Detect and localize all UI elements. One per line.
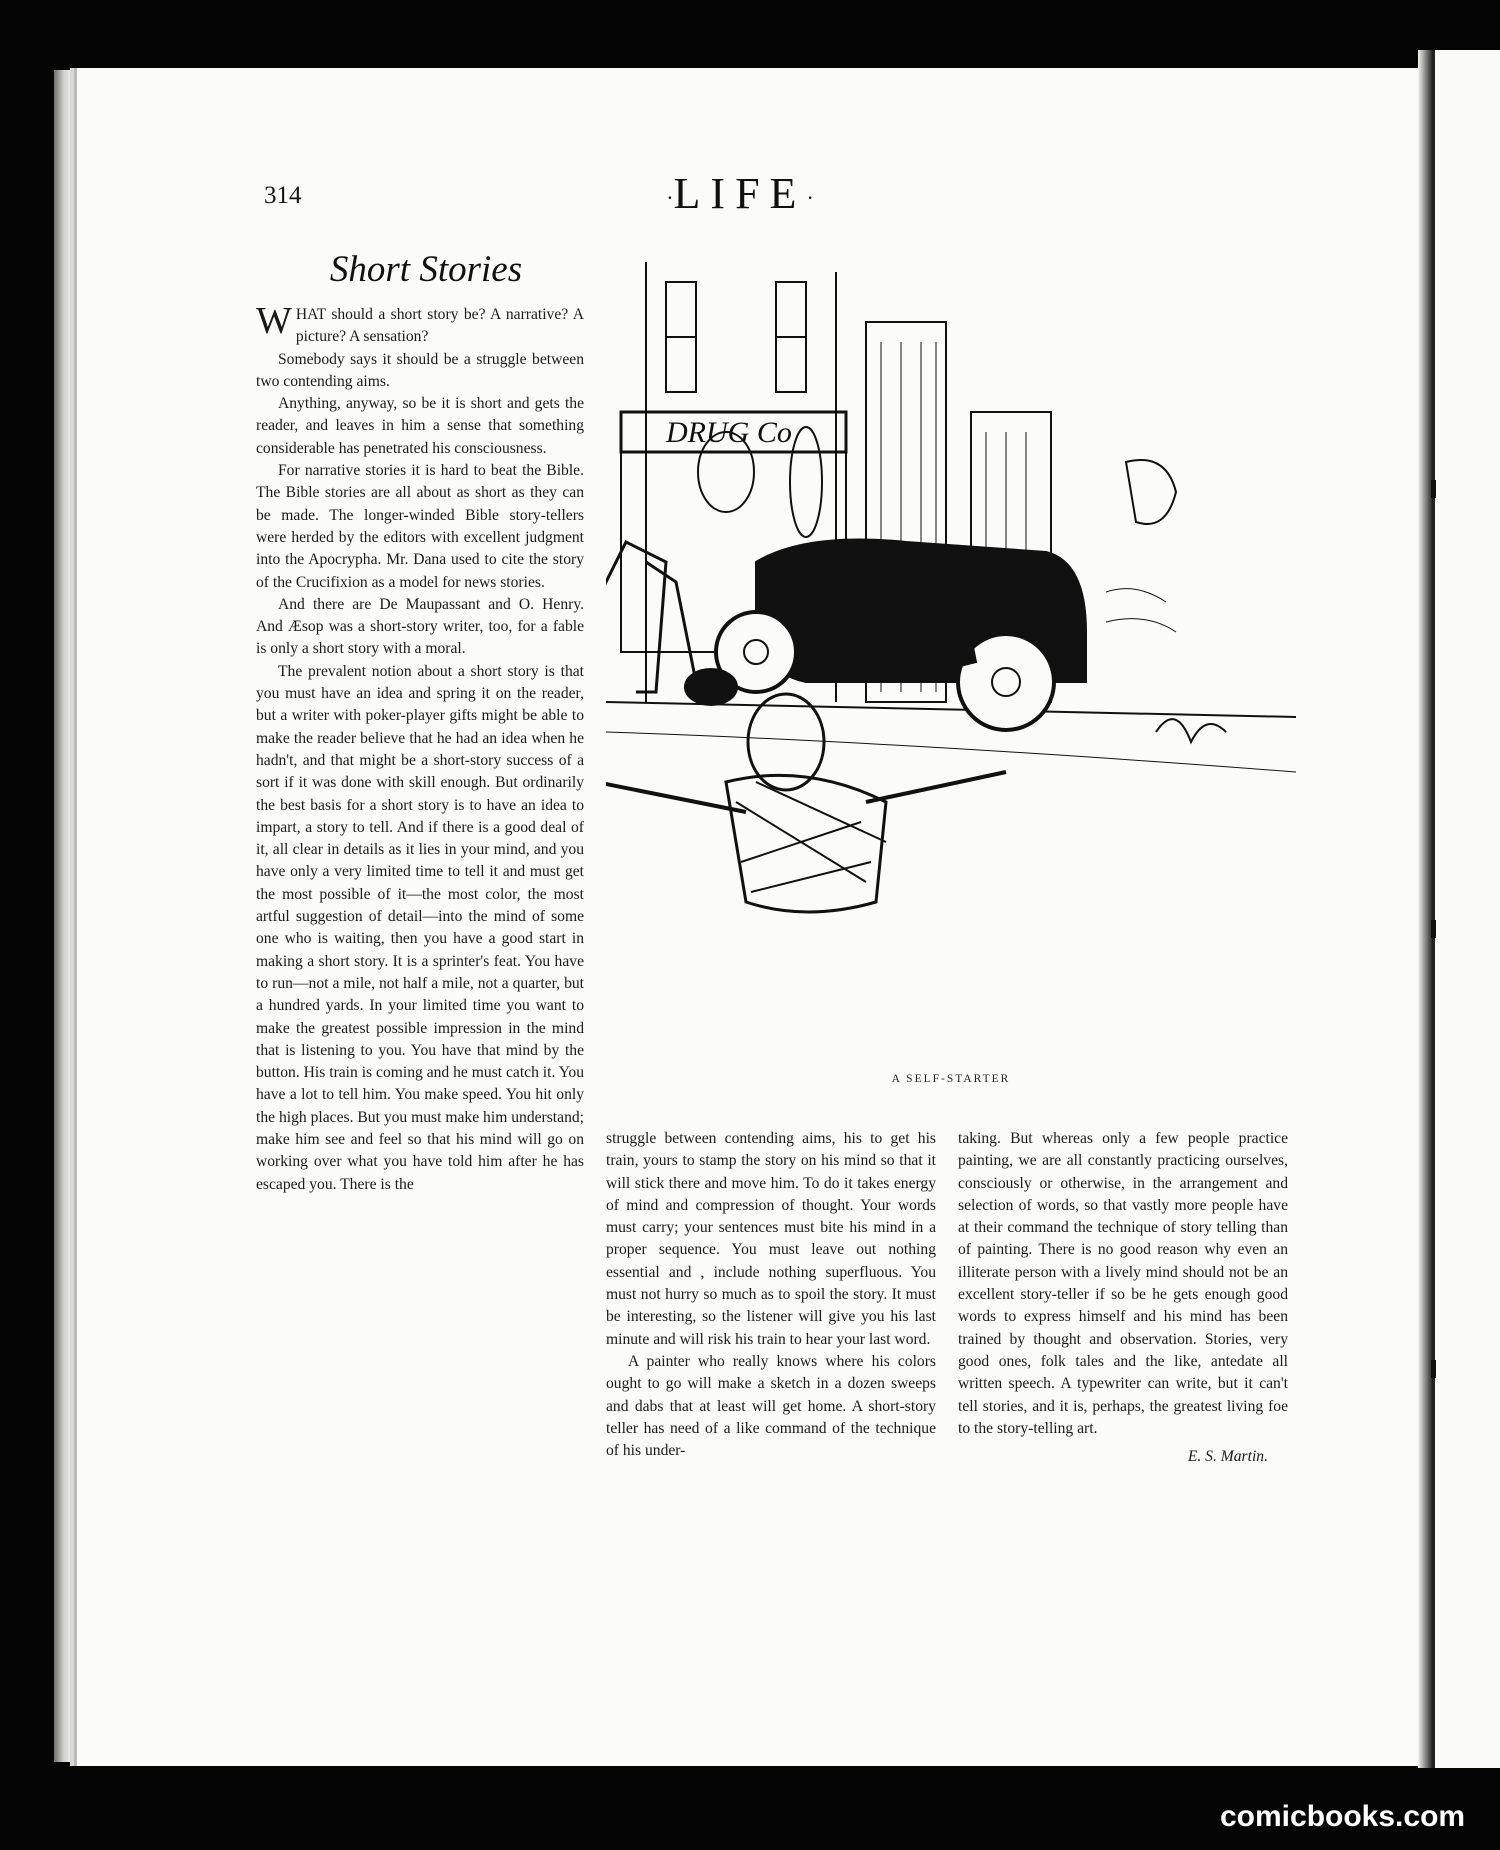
- self-starter-drawing: [606, 262, 1296, 1072]
- masthead-title: LIFE: [673, 169, 807, 218]
- page-edge: [54, 70, 70, 1762]
- masthead-dot-left: ·: [666, 184, 674, 210]
- drug-store-sign-text: DRUG Co: [666, 416, 792, 449]
- paragraph: Somebody says it should be a struggle between two contending aims.: [256, 350, 584, 390]
- article-title: Short Stories: [329, 249, 523, 290]
- facing-page-edge: [1432, 50, 1500, 1768]
- drop-cap: W: [256, 300, 292, 342]
- paragraph: A painter who really knows where his colors ought to go will make a sketch in a dozen sweeps and dabs that at least will get home. A short-story teller has need of a like command of the technique of his under-: [606, 1352, 936, 1460]
- article-column-1: [256, 300, 584, 1196]
- author-signature: E. S. Martin.: [1187, 1448, 1268, 1466]
- article-column-2: [606, 1128, 936, 1462]
- binding-mark: [1431, 1360, 1436, 1378]
- binding-mark: [1431, 920, 1436, 938]
- masthead: [620, 168, 860, 219]
- paragraph: taking. But whereas only a few people practice painting, we are all constantly practicing ourselves, consciously or otherwise, in the arrangement and selection of words, so that vastly more people have at their command the technique of story telling than of painting. There is no good reason why even an illiterate person with a lively mind should not be an excellent story-teller if so be he gets enough good words to express himself and his mind has been trained by thought and observation. Stories, very good ones, folk tales and the like, antedate all written speech. A typewriter can write, but it can't tell stories, and it is, perhaps, the greatest living foe to the story-telling art.: [958, 1130, 1288, 1437]
- page-number: 314: [264, 182, 302, 209]
- paragraph: The prevalent notion about a short story is that you must have an idea and spring it on the reader, but a writer with poker-player gifts might be able to make the reader believe that he had an idea when he hadn't, and that might be a short-story success of a sort if it was done with skill enough. But ordinarily the best basis for a short story is to have an idea to impart, a story to tell. And if there is a good deal of it, all clear in details as it lies in your mind, and you have only a very limited time to tell it and must get the most possible of it—the most color, the most artful suggestion of detail—into the mind of some one who is waiting, then you have a good start in making a short story. It is a sprinter's feat. You have to run—not a mile, not half a mile, not a quarter, but a hundred yards. In your limited time you want to make the greatest possible impression in the mind that is listening to you. You have that mind by the button. His train is coming and he must catch it. You have a lot to tell him. You make speed. You hit only the high places. But you must make him understand; make him see and feel so that his mind will go on working over what you have told him after he has escaped you. There is the: [256, 662, 584, 1193]
- page-gutter: [1418, 50, 1432, 1768]
- binding-mark: [1431, 480, 1436, 498]
- paragraph: Anything, anyway, so be it is short and gets the reader, and leaves in him a sense that something considerable has penetrated his consciousness.: [256, 395, 584, 457]
- paragraph: And there are De Maupassant and O. Henry. And Æsop was a short-story writer, too, for a fable is only a short story with a moral.: [256, 595, 584, 658]
- illustration-caption: A SELF-STARTER: [891, 1073, 1011, 1085]
- site-watermark: comicbooks.com: [1220, 1800, 1466, 1833]
- article-column-3: [958, 1128, 1288, 1468]
- paragraph: struggle between contending aims, his to get his train, yours to stamp the story on his mind so that it will stick there and move him. To do it takes energy of mind and compression of thought. Your words must carry; your sentences must bite his mind in a proper sequence. You must leave out nothing essential and , include nothing superfluous. You must not hurry so much as to spoil the story. It must be interesting, so the listener will give you his last minute and will risk his train to hear your last word.: [606, 1130, 936, 1348]
- paragraph: WHAT should a short story be? A narrative? A picture? A sensation?: [256, 300, 584, 346]
- cartoon-illustration: [606, 262, 1296, 1072]
- paragraph: For narrative stories it is hard to beat the Bible. The Bible stories are all about as short as they can be made. The longer-winded Bible story-tellers were herded by the editors with excellent judgment into the Apocrypha. Mr. Dana used to cite the story of the Crucifixion as a model for news stories.: [256, 462, 584, 591]
- masthead-dot-right: ·: [806, 184, 814, 210]
